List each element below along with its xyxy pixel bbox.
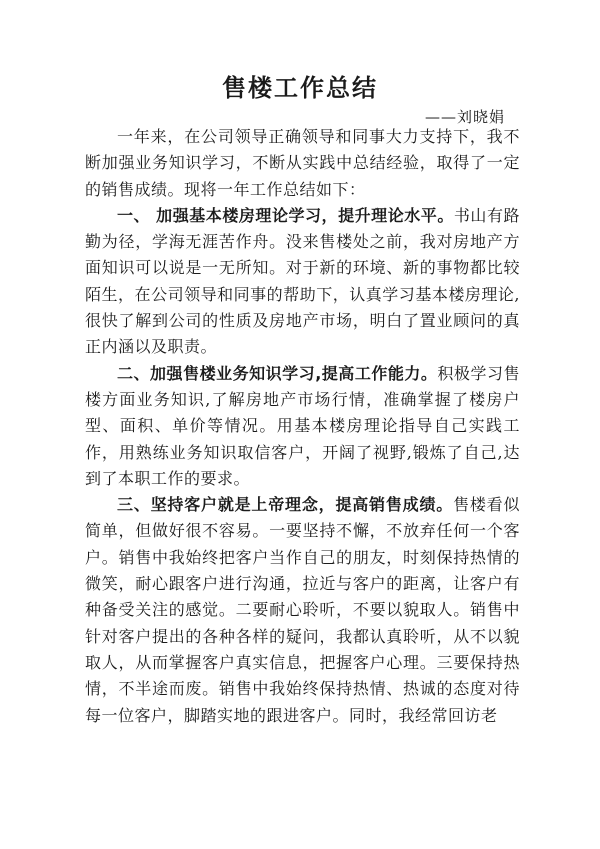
section-text-3: 售楼看似简单，但做好很不容易。一要坚持不懈，不放弃任何一个客户。销售中我始终把客户当作自己的朋友，时刻保持热情的微笑，耐心跟客户进行沟通，拉近与客户的距离，让客户有种备受关注的感觉。二要耐心聆听，不要以貌取人。销售中针对客户提出的各种各样的疑问，我都认真聆听，从不以貌取人，从而掌握客户真实信息，把握客户心理。三要保持热情，不半途而废。销售中我始终保持热情、热诚的态度对待每一位客户，脚踏实地的跟进客户。同时，我经常回访老 [85, 495, 520, 725]
section-paragraph-2 [85, 361, 520, 492]
document-body [85, 124, 520, 729]
section-paragraph-1 [85, 203, 520, 361]
section-text-2: 积极学习售楼方面业务知识,了解房地产市场行情，准确掌握了楼房户型、面积、单价等情况。用基本楼房理论指导自己实践工作，用熟练业务知识取信客户，开阔了视野,锻炼了自己,达到了本职工作的要求。 [85, 363, 520, 488]
section-heading-2: 二、加强售楼业务知识学习,提高工作能力。 [117, 363, 438, 383]
document-title: 售楼工作总结 [222, 73, 378, 102]
intro-paragraph: 一年来，在公司领导正确领导和同事大力支持下，我不断加强业务知识学习，不断从实践中总结经验，取得了一定的销售成绩。现将一年工作总结如下： [85, 127, 520, 199]
section-heading-1: 一、 加强基本楼房理论学习，提升理论水平。 [117, 205, 454, 225]
section-heading-3: 三、坚持客户就是上帝理念，提高销售成绩。 [117, 495, 454, 515]
section-paragraph-3 [85, 492, 520, 729]
section-text-1: 书山有路勤为径，学海无涯苦作舟。没来售楼处之前，我对房地产方面知识可以说是一无所知。对于新的环境、新的事物都比较陌生，在公司领导和同事的帮助下，认真学习基本楼房理论,很快了解到公司的性质及房地产市场，明白了置业顾问的真正内涵以及职责。 [85, 205, 520, 357]
document-author: ——刘晓娟 [424, 108, 505, 126]
